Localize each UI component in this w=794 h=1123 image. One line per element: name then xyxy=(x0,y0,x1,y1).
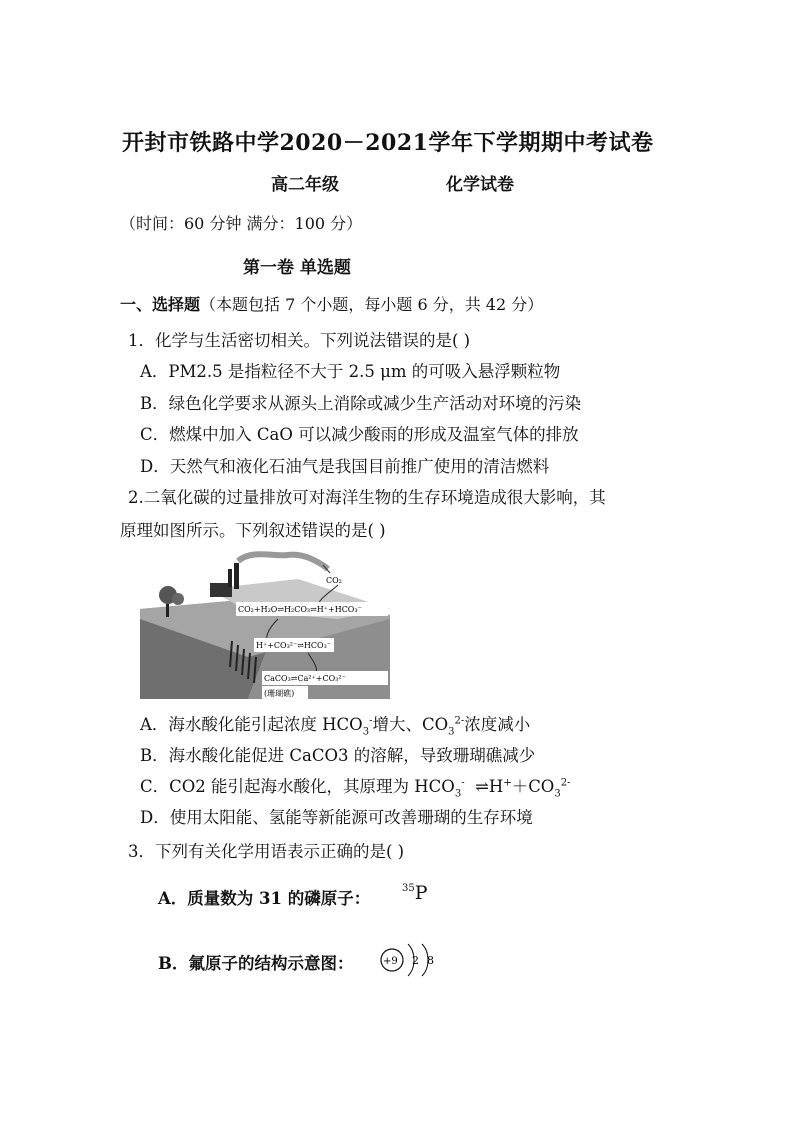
q1-option-a: A．PM2.5 是指粒径不大于 2.5 μm 的可吸入悬浮颗粒物 xyxy=(140,362,561,381)
nucleus-charge: +9 xyxy=(383,956,398,967)
q2-c-text-2: H xyxy=(488,777,504,796)
q2-option-d: D．使用太阳能、氢能等新能源可改善珊瑚的生存环境 xyxy=(140,808,533,827)
shell-1-electrons: 2 xyxy=(412,954,419,967)
smoke-plume xyxy=(238,554,328,569)
subject-label: 化学试卷 xyxy=(446,175,514,195)
q2-a-text-2: 增大、CO xyxy=(372,715,449,734)
section-heading xyxy=(120,292,543,315)
grade-label: 高二年级 xyxy=(271,175,339,195)
fig-reef-label: (珊瑚礁) xyxy=(264,689,295,698)
q1-option-b: B．绿色化学要求从源头上消除或减少生产活动对环境的污染 xyxy=(140,394,582,413)
q2-c-text-3: ＋CO xyxy=(511,777,555,796)
section-note: （本题包括 7 个小题，每小题 6 分，共 42 分） xyxy=(200,295,544,314)
q2-c-text-1: C．CO2 能引起海水酸化，其原理为 HCO xyxy=(140,777,455,796)
q1-stem: 1．化学与生活密切相关。下列说法错误的是( ) xyxy=(128,331,471,350)
q2-stem-line2: 原理如图所示。下列叙述错误的是( ) xyxy=(120,521,386,540)
exam-info: （时间：60 分钟 满分：100 分） xyxy=(120,214,363,233)
phosphorus-symbol xyxy=(402,882,428,904)
q2-a-text-3: 浓度减小 xyxy=(464,715,531,734)
shell-2-electrons: 8 xyxy=(427,954,434,967)
q2-option-a: A．海水酸化能引起浓度 $HCO_3^-$增大、$CO_3^{2-}$浓度减小 xyxy=(140,715,531,738)
element-symbol: P xyxy=(414,882,428,904)
fluorine-atom-diagram xyxy=(380,940,450,980)
q2-a-text-1: A．海水酸化能引起浓度 HCO xyxy=(140,715,363,734)
fig-equation-3: CaCO₃⇌Ca²⁺+CO₃²⁻ xyxy=(264,674,346,683)
fig-co2-label: CO₂ xyxy=(326,576,342,585)
q2-stem-line1: 2.二氧化碳的过量排放可对海洋生物的生存环境造成很大影响，其 xyxy=(128,488,606,507)
exam-title: 开封市铁路中学2020－2021学年下学期期中考试卷 xyxy=(122,130,654,156)
q2-option-b: B．海水酸化能促进 CaCO3 的溶解，导致珊瑚礁减少 xyxy=(140,746,536,765)
q3-stem: 3．下列有关化学用语表示正确的是( ) xyxy=(128,842,405,861)
mass-number: 35 xyxy=(402,883,415,894)
fig-equation-1: CO₂+H₂O⇌H₂CO₃⇌H⁺+HCO₃⁻ xyxy=(238,605,362,614)
fig-equation-2: H⁺+CO₃²⁻⇌HCO₃⁻ xyxy=(256,641,332,650)
q3-option-b: B．氟原子的结构示意图： xyxy=(158,954,354,973)
volume-heading: 第一卷 单选题 xyxy=(243,258,351,278)
equilibrium-arrow-icon: ⇌ xyxy=(475,777,489,796)
ocean-acidification-figure xyxy=(138,549,394,705)
q2-option-c: C．CO2 能引起海水酸化，其原理为 $HCO_3^-$ $\rightleftharpoons H^++CO_3^{2-}$ xyxy=(140,777,571,800)
q1-option-c: C．燃煤中加入 CaO 可以减少酸雨的形成及温室气体的排放 xyxy=(140,425,579,444)
section-label: 一、选择题 xyxy=(120,295,201,314)
q1-option-d: D．天然气和液化石油气是我国目前推广使用的清洁燃料 xyxy=(140,457,550,476)
q3-option-a: A．质量数为 31 的磷原子： xyxy=(158,889,371,908)
